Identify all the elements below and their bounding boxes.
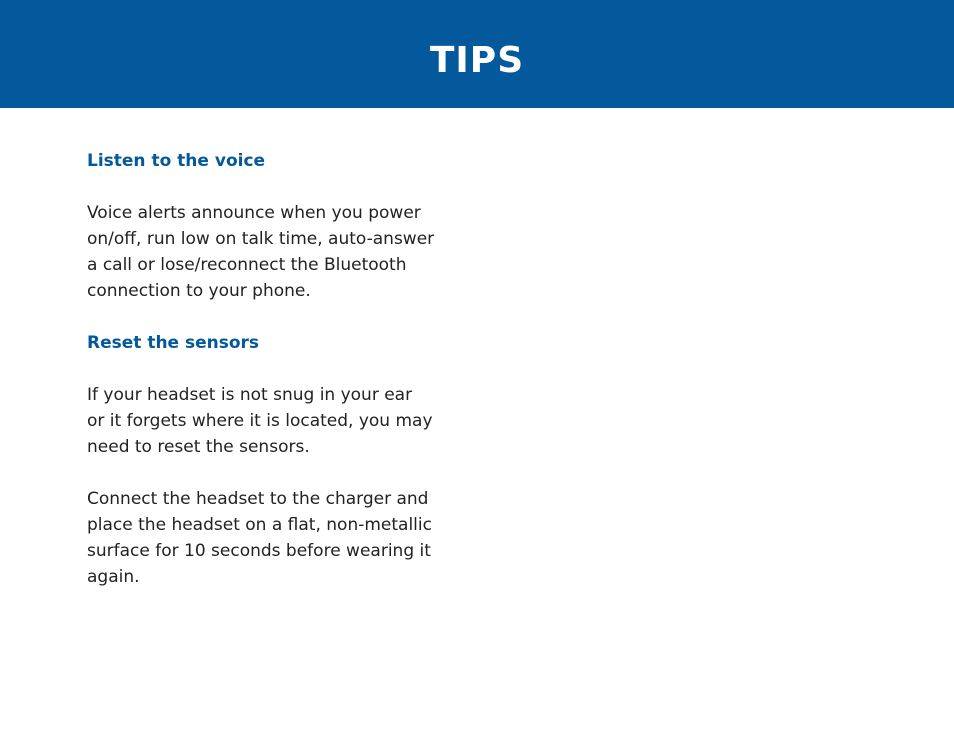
section-heading-listen: Listen to the voice: [87, 151, 266, 171]
voice-alerts-paragraph: [87, 200, 467, 304]
spacer: [87, 174, 467, 200]
text-line: a call or lose/reconnect the Bluetooth: [87, 255, 407, 275]
text-line: or it forgets where it is located, you may: [87, 411, 433, 431]
text-line: If your headset is not snug in your ear: [87, 385, 413, 405]
charger-instructions-paragraph: [87, 486, 467, 590]
header-bar: [0, 0, 954, 108]
text-line: surface for 10 seconds before wearing it: [87, 541, 431, 561]
text-line: Connect the headset to the charger and: [87, 489, 429, 509]
text-line: on/off, run low on talk time, auto-answer: [87, 229, 435, 249]
spacer: [87, 356, 467, 382]
text-line: need to reset the sensors.: [87, 437, 310, 457]
tips-content: [87, 148, 467, 590]
text-line: connection to your phone.: [87, 281, 311, 301]
text-line: Voice alerts announce when you power: [87, 203, 421, 223]
spacer: [87, 460, 467, 486]
page-title: TIPS: [429, 40, 525, 81]
text-line: place the headset on a flat, non-metallic: [87, 515, 432, 535]
spacer: [87, 304, 467, 330]
reset-sensors-paragraph: [87, 382, 467, 460]
text-line: again.: [87, 567, 140, 587]
section-heading-reset: Reset the sensors: [87, 333, 260, 353]
